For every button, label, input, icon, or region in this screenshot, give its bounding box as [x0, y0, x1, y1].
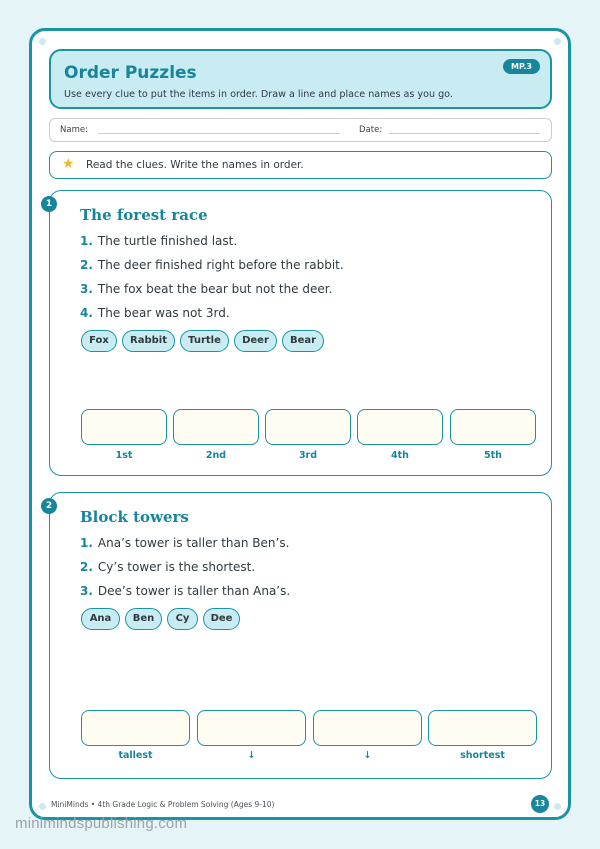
- name-chip[interactable]: Deer: [234, 330, 277, 352]
- answer-slot-tallest[interactable]: [81, 710, 190, 746]
- corner-dot: [554, 38, 561, 45]
- answer-slot-3[interactable]: [313, 710, 422, 746]
- puzzle-number-badge: 1: [41, 196, 57, 212]
- name-chip[interactable]: Rabbit: [122, 330, 175, 352]
- clue-text: The bear was not 3rd.: [97, 306, 230, 320]
- clue-text: The deer finished right before the rabbit.: [97, 258, 344, 272]
- answer-slot-shortest[interactable]: [428, 710, 537, 746]
- name-chip[interactable]: Cy: [167, 608, 198, 630]
- down-arrow-icon: ↓: [363, 750, 372, 761]
- name-chip[interactable]: Dee: [203, 608, 240, 630]
- clue-text: Cy’s tower is the shortest.: [97, 560, 256, 574]
- clue: [80, 584, 290, 598]
- footer-text: MiniMinds • 4th Grade Logic & Problem Solving (Ages 9-10): [51, 800, 275, 809]
- page-subtitle: Use every clue to put the items in order. Draw a line and place names as you go.: [64, 89, 453, 100]
- name-label: Name:: [60, 125, 88, 135]
- slot-label: tallest: [118, 750, 153, 761]
- answer-slot-2nd[interactable]: [173, 409, 259, 445]
- publisher-watermark: minimindspublishing.com: [15, 815, 188, 832]
- clue-text: The fox beat the bear but not the deer.: [97, 282, 333, 296]
- clue-number: 3.: [80, 282, 93, 296]
- puzzle-number-badge: 2: [41, 498, 57, 514]
- clue-text: Ana’s tower is taller than Ben’s.: [97, 536, 290, 550]
- corner-dot: [39, 803, 46, 810]
- slot-label: shortest: [460, 750, 505, 761]
- standard-badge: MP.3: [503, 59, 540, 74]
- slot-label: 3rd: [298, 450, 318, 461]
- answer-slot-2[interactable]: [197, 710, 306, 746]
- date-field[interactable]: [389, 133, 540, 134]
- page-number-badge: 13: [531, 795, 549, 813]
- clue: [80, 306, 230, 320]
- slot-label: 1st: [115, 450, 133, 461]
- clue-text: The turtle finished last.: [97, 234, 238, 248]
- answer-slot-4th[interactable]: [357, 409, 443, 445]
- answer-slot-3rd[interactable]: [265, 409, 351, 445]
- name-chip[interactable]: Fox: [81, 330, 117, 352]
- star-icon: ★: [62, 156, 75, 172]
- name-chip[interactable]: Ben: [125, 608, 162, 630]
- page-header: [49, 49, 552, 109]
- puzzle-card-block-towers: [45, 492, 552, 779]
- name-date-bar: [49, 118, 552, 142]
- clue-number: 4.: [80, 306, 93, 320]
- clue-number: 1.: [80, 536, 93, 550]
- down-arrow-icon: ↓: [247, 750, 256, 761]
- worksheet-page: [29, 28, 571, 820]
- puzzle-title: Block towers: [80, 508, 189, 526]
- clue: [80, 560, 255, 574]
- name-chip[interactable]: Bear: [282, 330, 324, 352]
- clue-number: 2.: [80, 560, 93, 574]
- name-chip[interactable]: Turtle: [180, 330, 229, 352]
- answer-slot-5th[interactable]: [450, 409, 536, 445]
- instructions-bar: [49, 151, 552, 179]
- slot-label: 4th: [391, 450, 409, 461]
- slot-label: 2nd: [205, 450, 227, 461]
- clue: [80, 536, 289, 550]
- corner-dot: [39, 38, 46, 45]
- clue-text: Dee’s tower is taller than Ana’s.: [97, 584, 291, 598]
- clue-number: 2.: [80, 258, 93, 272]
- date-label: Date:: [359, 125, 383, 135]
- puzzle-title: The forest race: [80, 206, 208, 224]
- clue-number: 1.: [80, 234, 93, 248]
- clue-number: 3.: [80, 584, 93, 598]
- name-chip[interactable]: Ana: [81, 608, 120, 630]
- instructions-text: Read the clues. Write the names in order.: [86, 159, 304, 171]
- clue: [80, 234, 237, 248]
- corner-dot: [554, 803, 561, 810]
- answer-slot-1st[interactable]: [81, 409, 167, 445]
- page-title: Order Puzzles: [64, 63, 197, 83]
- name-field[interactable]: [98, 133, 340, 134]
- puzzle-card-forest-race: [45, 190, 552, 476]
- clue: [80, 258, 344, 272]
- clue: [80, 282, 332, 296]
- slot-label: 5th: [484, 450, 502, 461]
